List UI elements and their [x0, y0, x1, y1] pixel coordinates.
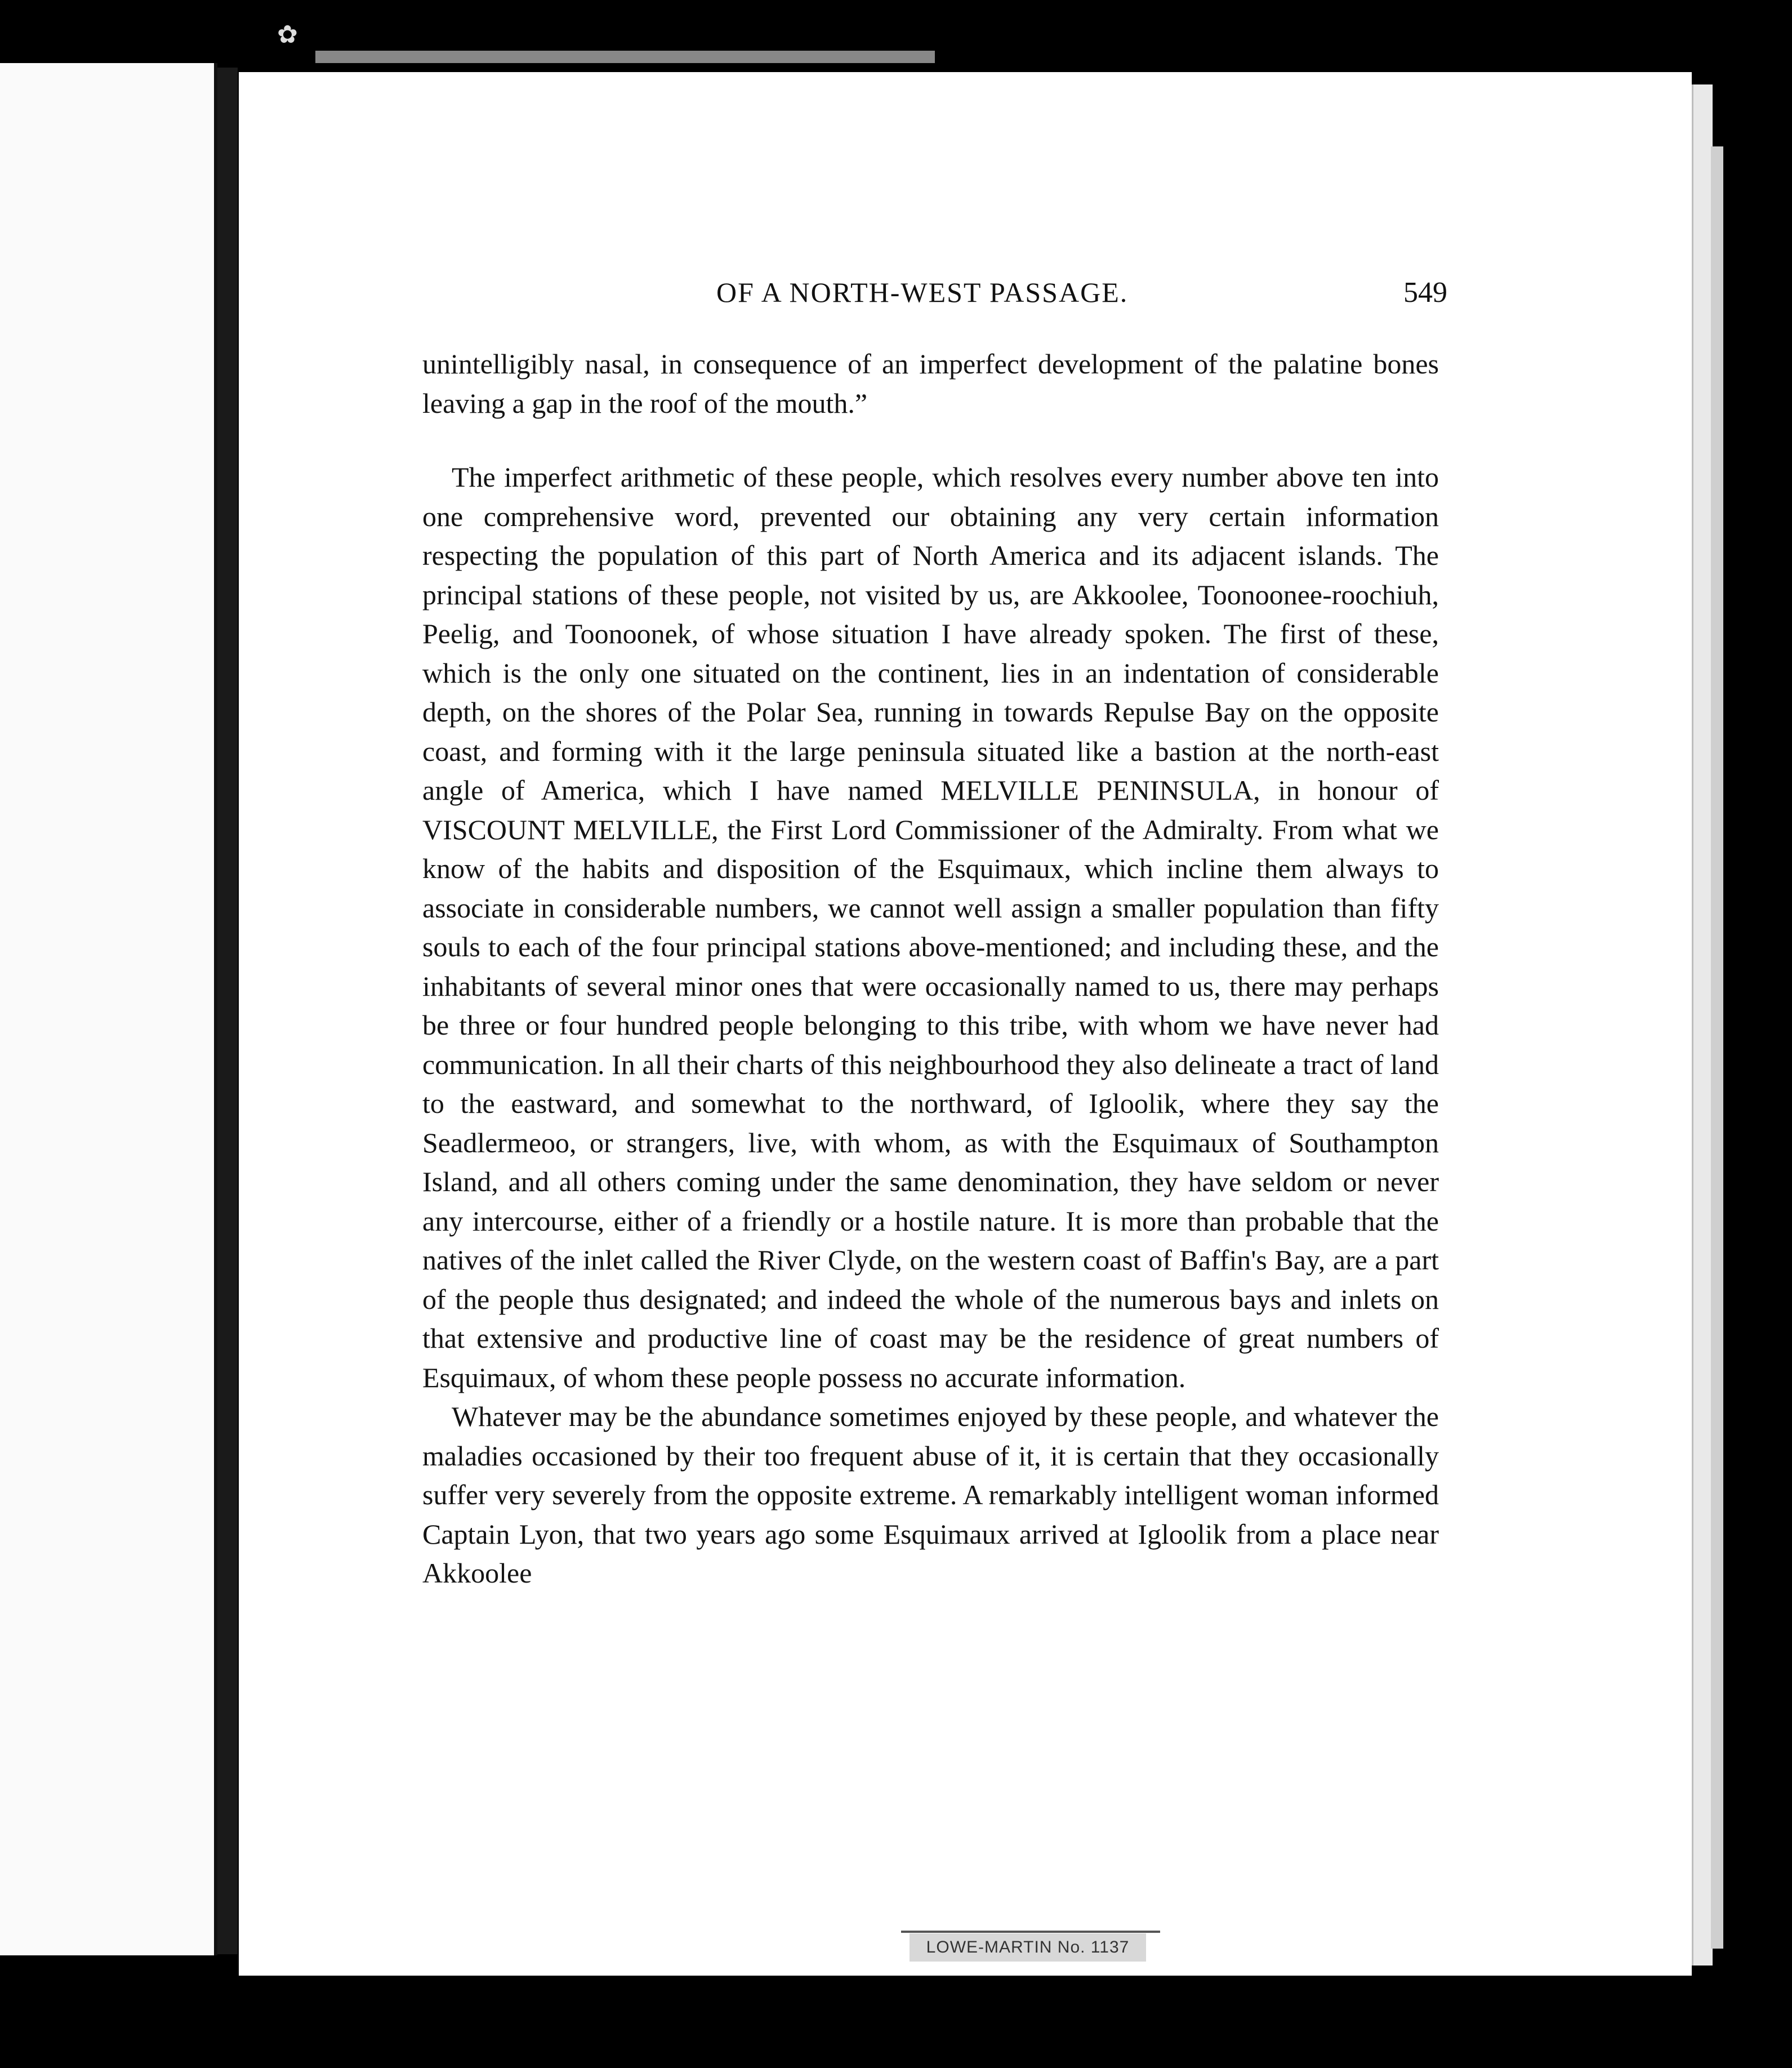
paragraph-continued: unintelligibly nasal, in consequence of an imperfect development of the palatine bones leaving a gap in the roof of the mouth.”	[422, 348, 1439, 419]
corner-mark-icon: ✿	[277, 20, 298, 49]
facing-page	[0, 63, 217, 1955]
header-title: OF A NORTH-WEST PASSAGE.	[716, 277, 1129, 308]
scan-top-bar	[315, 51, 935, 63]
printer-stamp: LOWE-MARTIN No. 1137	[910, 1933, 1146, 1962]
paragraph-famine: Whatever may be the abundance sometimes enjoyed by these people, and whatever the maladies occasioned by their too frequent abuse of it, it is certain that they occasionally suffer very severely from the opposite extreme. A remarkably intelligent woman informed Captain Lyon, that two years ago some Esquimaux arrived at Igloolik from a place near Akkoolee	[422, 1401, 1439, 1589]
paragraph-population: The imperfect arithmetic of these people, which resolves every number above ten into one comprehensive word, prevented our obtaining any very certain information respecting the population of this part of North America and its adjacent islands. The principal stations of these people, not visited by us, are Akkoolee, Toonoonee-roochiuh, Peelig, and Toonoonek, of whose situation I have already spoken. The first of these, which is the only one situated on the continent, lies in an indentation of considerable depth, on the shores of the Polar Sea, running in towards Repulse Bay on the opposite coast, and forming with it the large peninsula situated like a bastion at the north-east angle of America, which I have named MELVILLE PENINSULA, in honour of VISCOUNT MELVILLE, the First Lord Commissioner of the Admiralty. From what we know of the habits and disposition of the Esquimaux, which incline them always to associate in considerable numbers, we cannot well assign a smaller population than fifty souls to each of the four principal stations above-mentioned; and including these, and the inhabitants of several minor ones that were occasionally named to us, there may perhaps be three or four hundred people belonging to this tribe, with whom we have never had communication. In all their charts of this neighbourhood they also delineate a tract of land to the eastward, and somewhat to the northward, of Igloolik, where they say the Seadlermeoo, or strangers, live, with whom, as with the Esquimaux of Southampton Island, and all others coming under the same denomination, they have seldom or never any intercourse, either of a friendly or a hostile nature. It is more than probable that the natives of the inlet called the River Clyde, on the western coast of Baffin's Bay, are a part of the people thus designated; and indeed the whole of the numerous bays and inlets on that extensive and productive line of coast may be the residence of great numbers of Esquimaux, of whom these people possess no accurate information.	[422, 461, 1439, 1393]
body-text	[422, 345, 1439, 1593]
running-header	[424, 276, 1792, 321]
stamp-rule	[901, 1931, 1160, 1933]
page-edge-shadow	[1711, 146, 1723, 1949]
page-edge	[1692, 84, 1713, 1966]
page-number: 549	[1403, 277, 1447, 309]
book-gutter	[217, 68, 238, 1954]
